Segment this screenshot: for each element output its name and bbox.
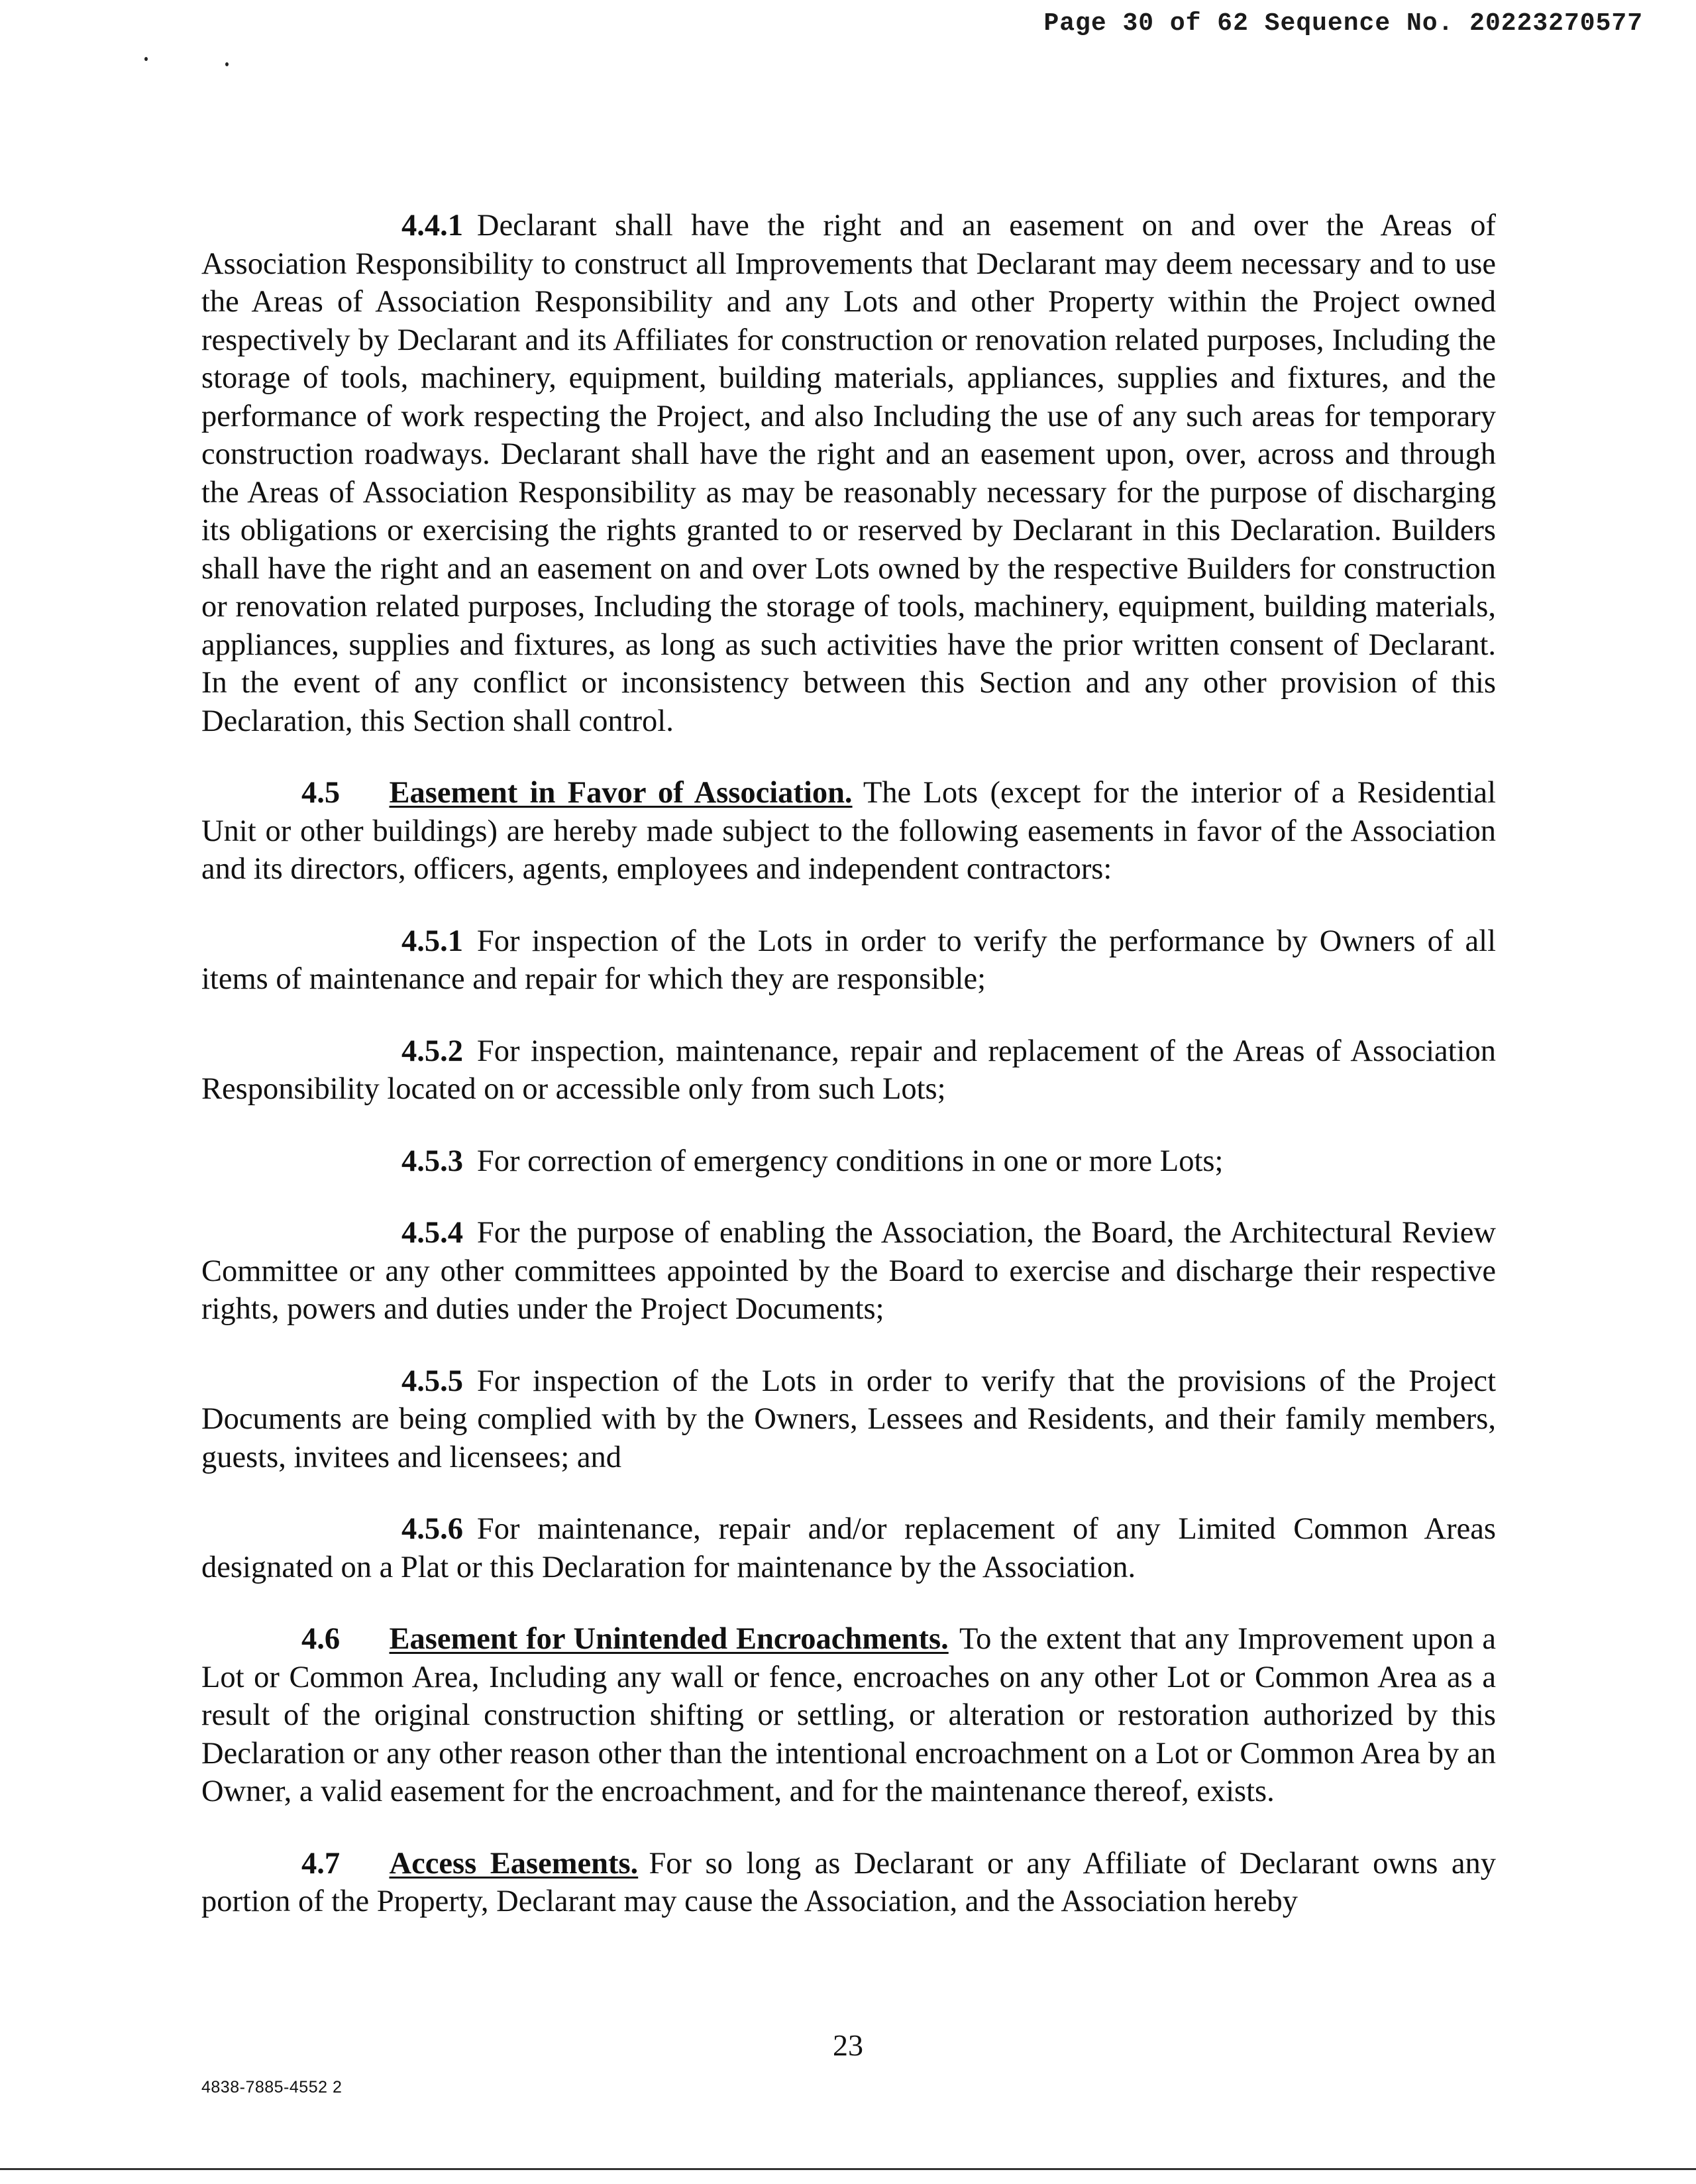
section-text: For inspection of the Lots in order to verify the performance by Owners of all items of maintenance and repair for which they are responsible;: [201, 924, 1496, 996]
section-4-5-6: [201, 1510, 1496, 1586]
section-text: For so long as Declarant or any Affiliate of Declarant owns any portion of the Property, Declarant may cause the Association, and the Association hereby: [201, 1846, 1496, 1918]
scan-speck: [225, 62, 229, 66]
section-4-7: [201, 1845, 1496, 1921]
section-number: 4.5.5: [401, 1364, 463, 1398]
section-number: 4.5.4: [401, 1216, 463, 1250]
section-text: For correction of emergency conditions in one or more Lots;: [476, 1144, 1224, 1178]
section-4-5-2: [201, 1032, 1496, 1109]
section-number: 4.7: [301, 1846, 341, 1881]
scan-speck: [144, 57, 148, 61]
section-number: 4.6: [301, 1622, 341, 1656]
document-body: [201, 207, 1496, 1955]
section-4-5-5: [201, 1362, 1496, 1477]
section-title: Easement for Unintended Encroachments.: [389, 1622, 949, 1656]
section-title: Easement in Favor of Association.: [389, 776, 853, 810]
section-4-5-1: [201, 922, 1496, 999]
filing-stamp: Page 30 of 62 Sequence No. 20223270577: [1043, 9, 1643, 38]
section-number: 4.5.6: [401, 1512, 463, 1546]
section-text: Declarant shall have the right and an easement on and over the Areas of Association Responsibility to construct all Improvements that Declarant may deem necessary and to use the Areas of Association Responsibility and any Lots and other Property within the Project owned respectively by Declarant and its Affiliates for construction or renovation related purposes, Including the storage of tools, machinery, equipment, building materials, appliances, supplies and fixtures, and the performance of work respecting the Project, and also Including the use of any such areas for temporary construction roadways. Declarant shall have the right and an easement upon, over, across and through the Areas of Association Responsibility as may be reasonably necessary for the purpose of discharging its obligations or exercising the rights granted to or reserved by Declarant in this Declaration. Builders shall have the right and an easement on and over Lots owned by the respective Builders for construction or renovation related purposes, Including the storage of tools, machinery, equipment, building materials, appliances, supplies and fixtures, as long as such activities have the prior written consent of Declarant. In the event of any conflict or inconsistency between this Section and any other provision of this Declaration, this Section shall control.: [201, 209, 1496, 738]
section-title: Access Easements.: [389, 1846, 639, 1881]
section-number: 4.5.2: [401, 1034, 463, 1068]
section-text: For the purpose of enabling the Association, the Board, the Architectural Review Committee or any other committees appointed by the Board to exercise and discharge their respective rights, powers and duties under the Project Documents;: [201, 1216, 1496, 1326]
document-id: 4838-7885-4552 2: [201, 2078, 343, 2097]
section-4-5: [201, 774, 1496, 889]
section-number: 4.5.3: [401, 1144, 463, 1178]
section-text: To the extent that any Improvement upon a Lot or Common Area, Including any wall or fence, encroaches on any other Lot or Common Area as a result of the original construction shifting or settling, or alteration or restoration authorized by this Declaration or any other reason other than the intentional encroachment on a Lot or Common Area by an Owner, a valid easement for the encroachment, and for the maintenance thereof, exists.: [201, 1622, 1496, 1808]
section-text: For maintenance, repair and/or replacement of any Limited Common Areas designated on a Plat or this Declaration for maintenance by the Association.: [201, 1512, 1496, 1584]
section-4-5-4: [201, 1214, 1496, 1329]
section-text: The Lots (except for the interior of a Residential Unit or other buildings) are hereby made subject to the following easements in favor of the Association and its directors, officers, agents, employees and independent contractors:: [201, 776, 1496, 886]
section-4-5-3: [201, 1142, 1496, 1181]
section-text: For inspection of the Lots in order to verify that the provisions of the Project Documents are being complied with by the Owners, Lessees and Residents, and their family members, guests, invitees and licensees; and: [201, 1364, 1496, 1474]
section-4-4-1: [201, 207, 1496, 740]
section-text: For inspection, maintenance, repair and replacement of the Areas of Association Responsibility located on or accessible only from such Lots;: [201, 1034, 1496, 1106]
section-4-6: [201, 1620, 1496, 1811]
section-number: 4.5.1: [401, 924, 463, 958]
section-number: 4.5: [301, 776, 341, 810]
page-number: 23: [833, 2028, 863, 2062]
scan-edge-line: [0, 2168, 1696, 2170]
section-number: 4.4.1: [401, 209, 463, 243]
